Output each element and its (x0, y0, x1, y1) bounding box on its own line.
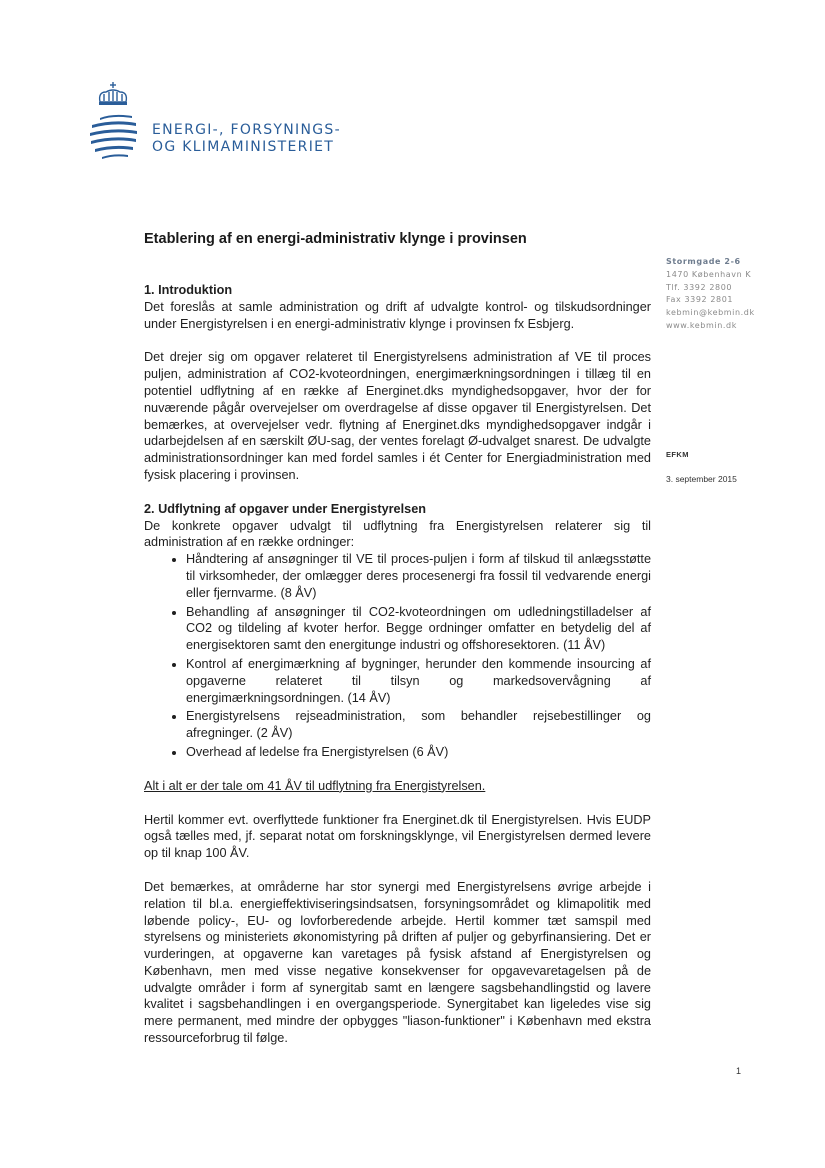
contact-city: 1470 København K (666, 269, 752, 279)
total-summary (144, 778, 651, 795)
list-item: • Kontrol af energimærkning af bygninger, herunder den kommende insourcing af opgaverne relateret til tilsyn og markedsovervågning af energimærkningsordningen. (14 ÅV) (186, 656, 651, 706)
list-item: • Overhead af ledelse fra Energistyrelsen (6 ÅV) (186, 744, 651, 761)
page-number: 1 (736, 1066, 742, 1076)
logo-line-2: OG KLIMAMINISTERIET (152, 139, 335, 155)
section-2-paragraph-4: Det bemærkes, at områderne har stor synergi med Energistyrelsens øvrige arbejde i relation til bl.a. energieffektiviseringsindsatsen, forsyningsområdet og klimapolitik med løbende policy-, EU- og lovforberedende arbejde. Hertil kommer tæt samspil med styrelsens og ministeriets økonomistyring på driften af puljer og gebyrfinansiering. Det er vurderingen, at opgaverne kan varetages på fysisk afstand af Energistyrelsen og København, men med visse negative konsekvenser for opgavevaretagelsen på de udvalgte områder i form af synergitab samt en længere sagsbehandlingstid og lavere kvalitet i sagsbehandlingen i en overgangsperiode. Synergitabet kan ligeledes vise sig mere permanent, med mindre der opbygges "liason-funktioner" i København med ekstra ressourceforbrug til følge. (144, 879, 651, 1046)
contact-web: www.kebmin.dk (666, 320, 737, 330)
section-2-paragraph-3: Hertil kommer evt. overflyttede funktioner fra Energinet.dk til Energistyrelsen. Hvis EUDP også tælles med, jf. separat notat om forskningsklynge, vil Energistyrelsen dermed levere op til knap 100 ÅV. (144, 812, 651, 861)
section-1-paragraph-1: Det foreslås at samle administration og drift af udvalgte kontrol- og tilskudsordninger under Energistyrelsen i en energi-administrativ klynge i provinsen fx Esbjerg. (144, 299, 651, 331)
list-item: • Energistyrelsens rejseadministration, som behandler rejsebestillinger og afregninger. (2 ÅV) (186, 708, 651, 742)
section-1-heading: 1. Introduktion (144, 283, 233, 297)
total-summary-text: Alt i alt er der tale om 41 ÅV til udflytning fra Energistyrelsen. (144, 778, 486, 793)
reference-code: EFKM (666, 450, 689, 459)
section-2-heading: 2. Udflytning af opgaver under Energistyrelsen (144, 501, 427, 516)
contact-block (666, 256, 796, 333)
ministry-logo (86, 80, 346, 170)
contact-fax: Fax 3392 2801 (666, 295, 734, 305)
task-list (144, 551, 651, 761)
crown-wave-emblem-icon (86, 80, 146, 166)
section-1-paragraph-2: Det drejer sig om opgaver relateret til Energistyrelsens administration af VE til proces puljen, administration af CO2-kvoteordningen, energimærkningsordningen i tillæg til en potentiel udflytning af en række af Energinet.dks myndighedsopgaver, hvor der for nuværende pågår overvejelser om overdragelse af disse opgaver til Energistyrelsen. Det bemærkes, at overvejelser vedr. flytning af Energinet.dks myndighedsopgaver indgår i udarbejdelsen af en særskilt ØU-sag, der ventes forelagt Ø-udvalget snarest. De udvalgte administrationsordninger kan med fordel samles i ét Center for Energiadministration med fysisk placering i provinsen. (144, 350, 651, 482)
contact-phone: Tlf. 3392 2800 (666, 282, 733, 292)
contact-street: Stormgade 2-6 (666, 257, 741, 266)
document-title: Etablering af en energi-administrativ klynge i provinsen (144, 231, 527, 247)
logo-line-1: ENERGI-, FORSYNINGS- (152, 122, 341, 138)
document-body (144, 282, 651, 1064)
section-2-intro: De konkrete opgaver udvalgt til udflytning fra Energistyrelsen relaterer sig til administration af en række ordninger: (144, 518, 651, 550)
contact-email: kebmin@kebmin.dk (666, 308, 755, 318)
list-item: • Håndtering af ansøgninger til VE til proces-puljen i form af tilskud til anlægsstøtte til virksomheder, der omlægger deres procesenergi fra fossil til vedvarende energi eller fjernvarme. (8 ÅV) (186, 551, 651, 601)
document-date: 3. september 2015 (666, 474, 737, 484)
list-item: • Behandling af ansøgninger til CO2-kvoteordningen om udledningstilladelser af CO2 og tildeling af kvoter herfor. Begge ordninger omfatter en betydelig del af energisektoren samt den energitunge industri og offshoresektoren. (11 ÅV) (186, 604, 651, 654)
